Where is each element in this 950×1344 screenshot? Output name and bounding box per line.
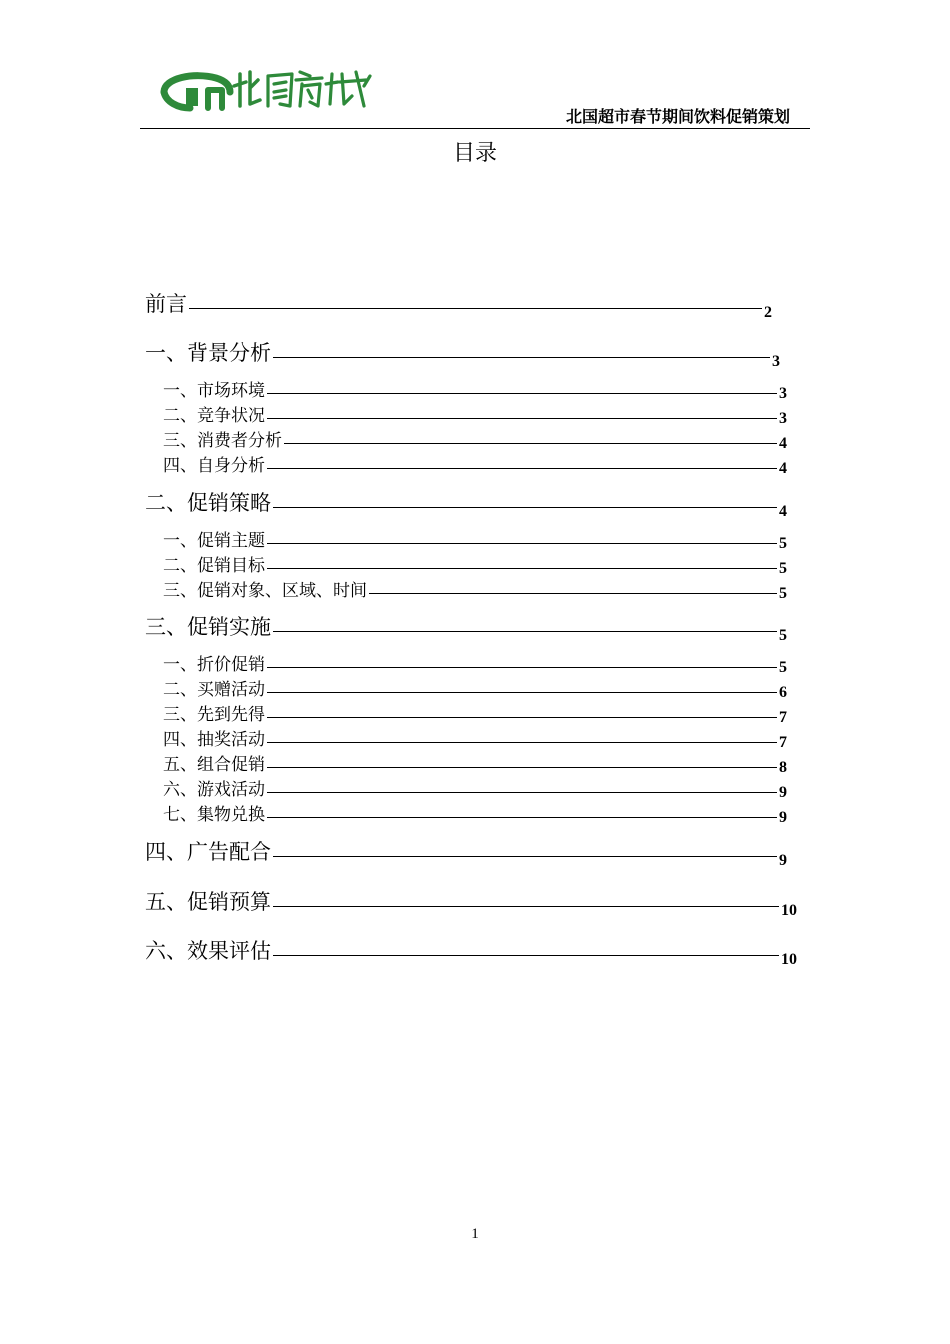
toc-entry-label: 一、市场环境 (163, 381, 265, 401)
toc-leader-line (267, 667, 777, 668)
toc-entry-label: 三、先到先得 (163, 705, 265, 725)
toc-leader-line (284, 443, 777, 444)
toc-entry-page: 4 (779, 460, 787, 477)
toc-entry-label: 一、背景分析 (145, 341, 271, 365)
toc-entry-subsection[interactable] (163, 803, 787, 825)
toc-leader-line (273, 955, 779, 956)
toc-entry-subsection[interactable] (163, 703, 787, 725)
toc-entry-label: 六、游戏活动 (163, 780, 265, 800)
toc-entry-subsection[interactable] (163, 379, 787, 401)
toc-entry-label: 二、促销策略 (145, 491, 271, 515)
toc-leader-line (267, 393, 777, 394)
toc-entry-label: 二、竞争状况 (163, 406, 265, 426)
toc-entry-section[interactable] (145, 838, 787, 869)
toc-entry-label: 五、促销预算 (145, 890, 271, 914)
toc-entry-page: 3 (772, 353, 780, 370)
toc-entry-subsection[interactable] (163, 778, 787, 800)
toc-leader-line (267, 817, 777, 818)
toc-entry-page: 7 (779, 734, 787, 751)
toc-entry-label: 二、买赠活动 (163, 680, 265, 700)
toc-entry-page: 4 (779, 435, 787, 452)
toc-entry-subsection[interactable] (163, 454, 787, 476)
toc-entry-subsection[interactable] (163, 728, 787, 750)
toc-entry-label: 二、促销目标 (163, 556, 265, 576)
toc-entry-page: 3 (779, 385, 787, 402)
toc-entry-label: 四、广告配合 (145, 840, 271, 864)
toc-entry-page: 7 (779, 709, 787, 726)
toc-leader-line (273, 631, 777, 632)
toc-entry-subsection[interactable] (163, 404, 787, 426)
toc-entry-label: 四、抽奖活动 (163, 730, 265, 750)
toc-entry-page: 10 (781, 951, 797, 968)
toc-entry-label: 前言 (145, 292, 187, 316)
toc-entry-label: 三、消费者分析 (163, 431, 282, 451)
toc-entry-page: 3 (779, 410, 787, 427)
toc-leader-line (267, 543, 777, 544)
toc-entry-label: 四、自身分析 (163, 456, 265, 476)
toc-entry-subsection[interactable] (163, 579, 787, 601)
toc-leader-line (267, 767, 777, 768)
toc-entry-subsection[interactable] (163, 554, 787, 576)
toc-entry-page: 5 (779, 659, 787, 676)
toc-leader-line (189, 308, 762, 309)
toc-entry-page: 9 (779, 784, 787, 801)
toc-entry-page: 5 (779, 560, 787, 577)
toc-leader-line (369, 593, 777, 594)
document-title: 北国超市春节期间饮料促销策划 (565, 107, 790, 126)
toc-leader-line (267, 568, 777, 569)
toc-entry-page: 10 (781, 902, 797, 919)
toc-entry-page: 5 (779, 627, 787, 644)
toc-leader-line (273, 507, 777, 508)
toc-entry-label: 一、促销主题 (163, 531, 265, 551)
toc-entry-label: 一、折价促销 (163, 655, 265, 675)
toc-entry-page: 9 (779, 809, 787, 826)
toc-entry-label: 六、效果评估 (145, 939, 271, 963)
toc-entry-page: 8 (779, 759, 787, 776)
toc-entry-label: 三、促销对象、区域、时间 (163, 581, 367, 601)
toc-entry-page: 5 (779, 585, 787, 602)
toc-leader-line (273, 357, 770, 358)
toc-entry-section[interactable] (145, 339, 780, 370)
toc-entry-subsection[interactable] (163, 529, 787, 551)
toc-entry-label: 五、组合促销 (163, 755, 265, 775)
toc-entry-subsection[interactable] (163, 678, 787, 700)
toc-entry-section[interactable] (145, 613, 787, 644)
toc-entry-page: 4 (779, 503, 787, 520)
page-number: 1 (471, 1226, 479, 1242)
toc-leader-line (267, 692, 777, 693)
toc-leader-line (267, 742, 777, 743)
toc-entry-section[interactable] (145, 290, 772, 321)
toc-leader-line (267, 792, 777, 793)
toc-entry-section[interactable] (145, 888, 797, 919)
toc-entry-subsection[interactable] (163, 429, 787, 451)
toc-entry-subsection[interactable] (163, 653, 787, 675)
toc-entry-section[interactable] (145, 937, 797, 968)
toc-entry-label: 三、促销实施 (145, 615, 271, 639)
toc-entry-page: 5 (779, 535, 787, 552)
toc-leader-line (267, 418, 777, 419)
toc-entry-section[interactable] (145, 489, 787, 520)
toc-entry-label: 七、集物兑换 (163, 805, 265, 825)
toc-leader-line (273, 906, 779, 907)
toc-heading: 目录 (452, 141, 497, 166)
toc-entry-page: 2 (764, 304, 772, 321)
toc-leader-line (267, 717, 777, 718)
toc-entry-page: 9 (779, 852, 787, 869)
toc-leader-line (273, 856, 777, 857)
toc-entry-page: 6 (779, 684, 787, 701)
toc-leader-line (267, 468, 777, 469)
toc-entry-subsection[interactable] (163, 753, 787, 775)
